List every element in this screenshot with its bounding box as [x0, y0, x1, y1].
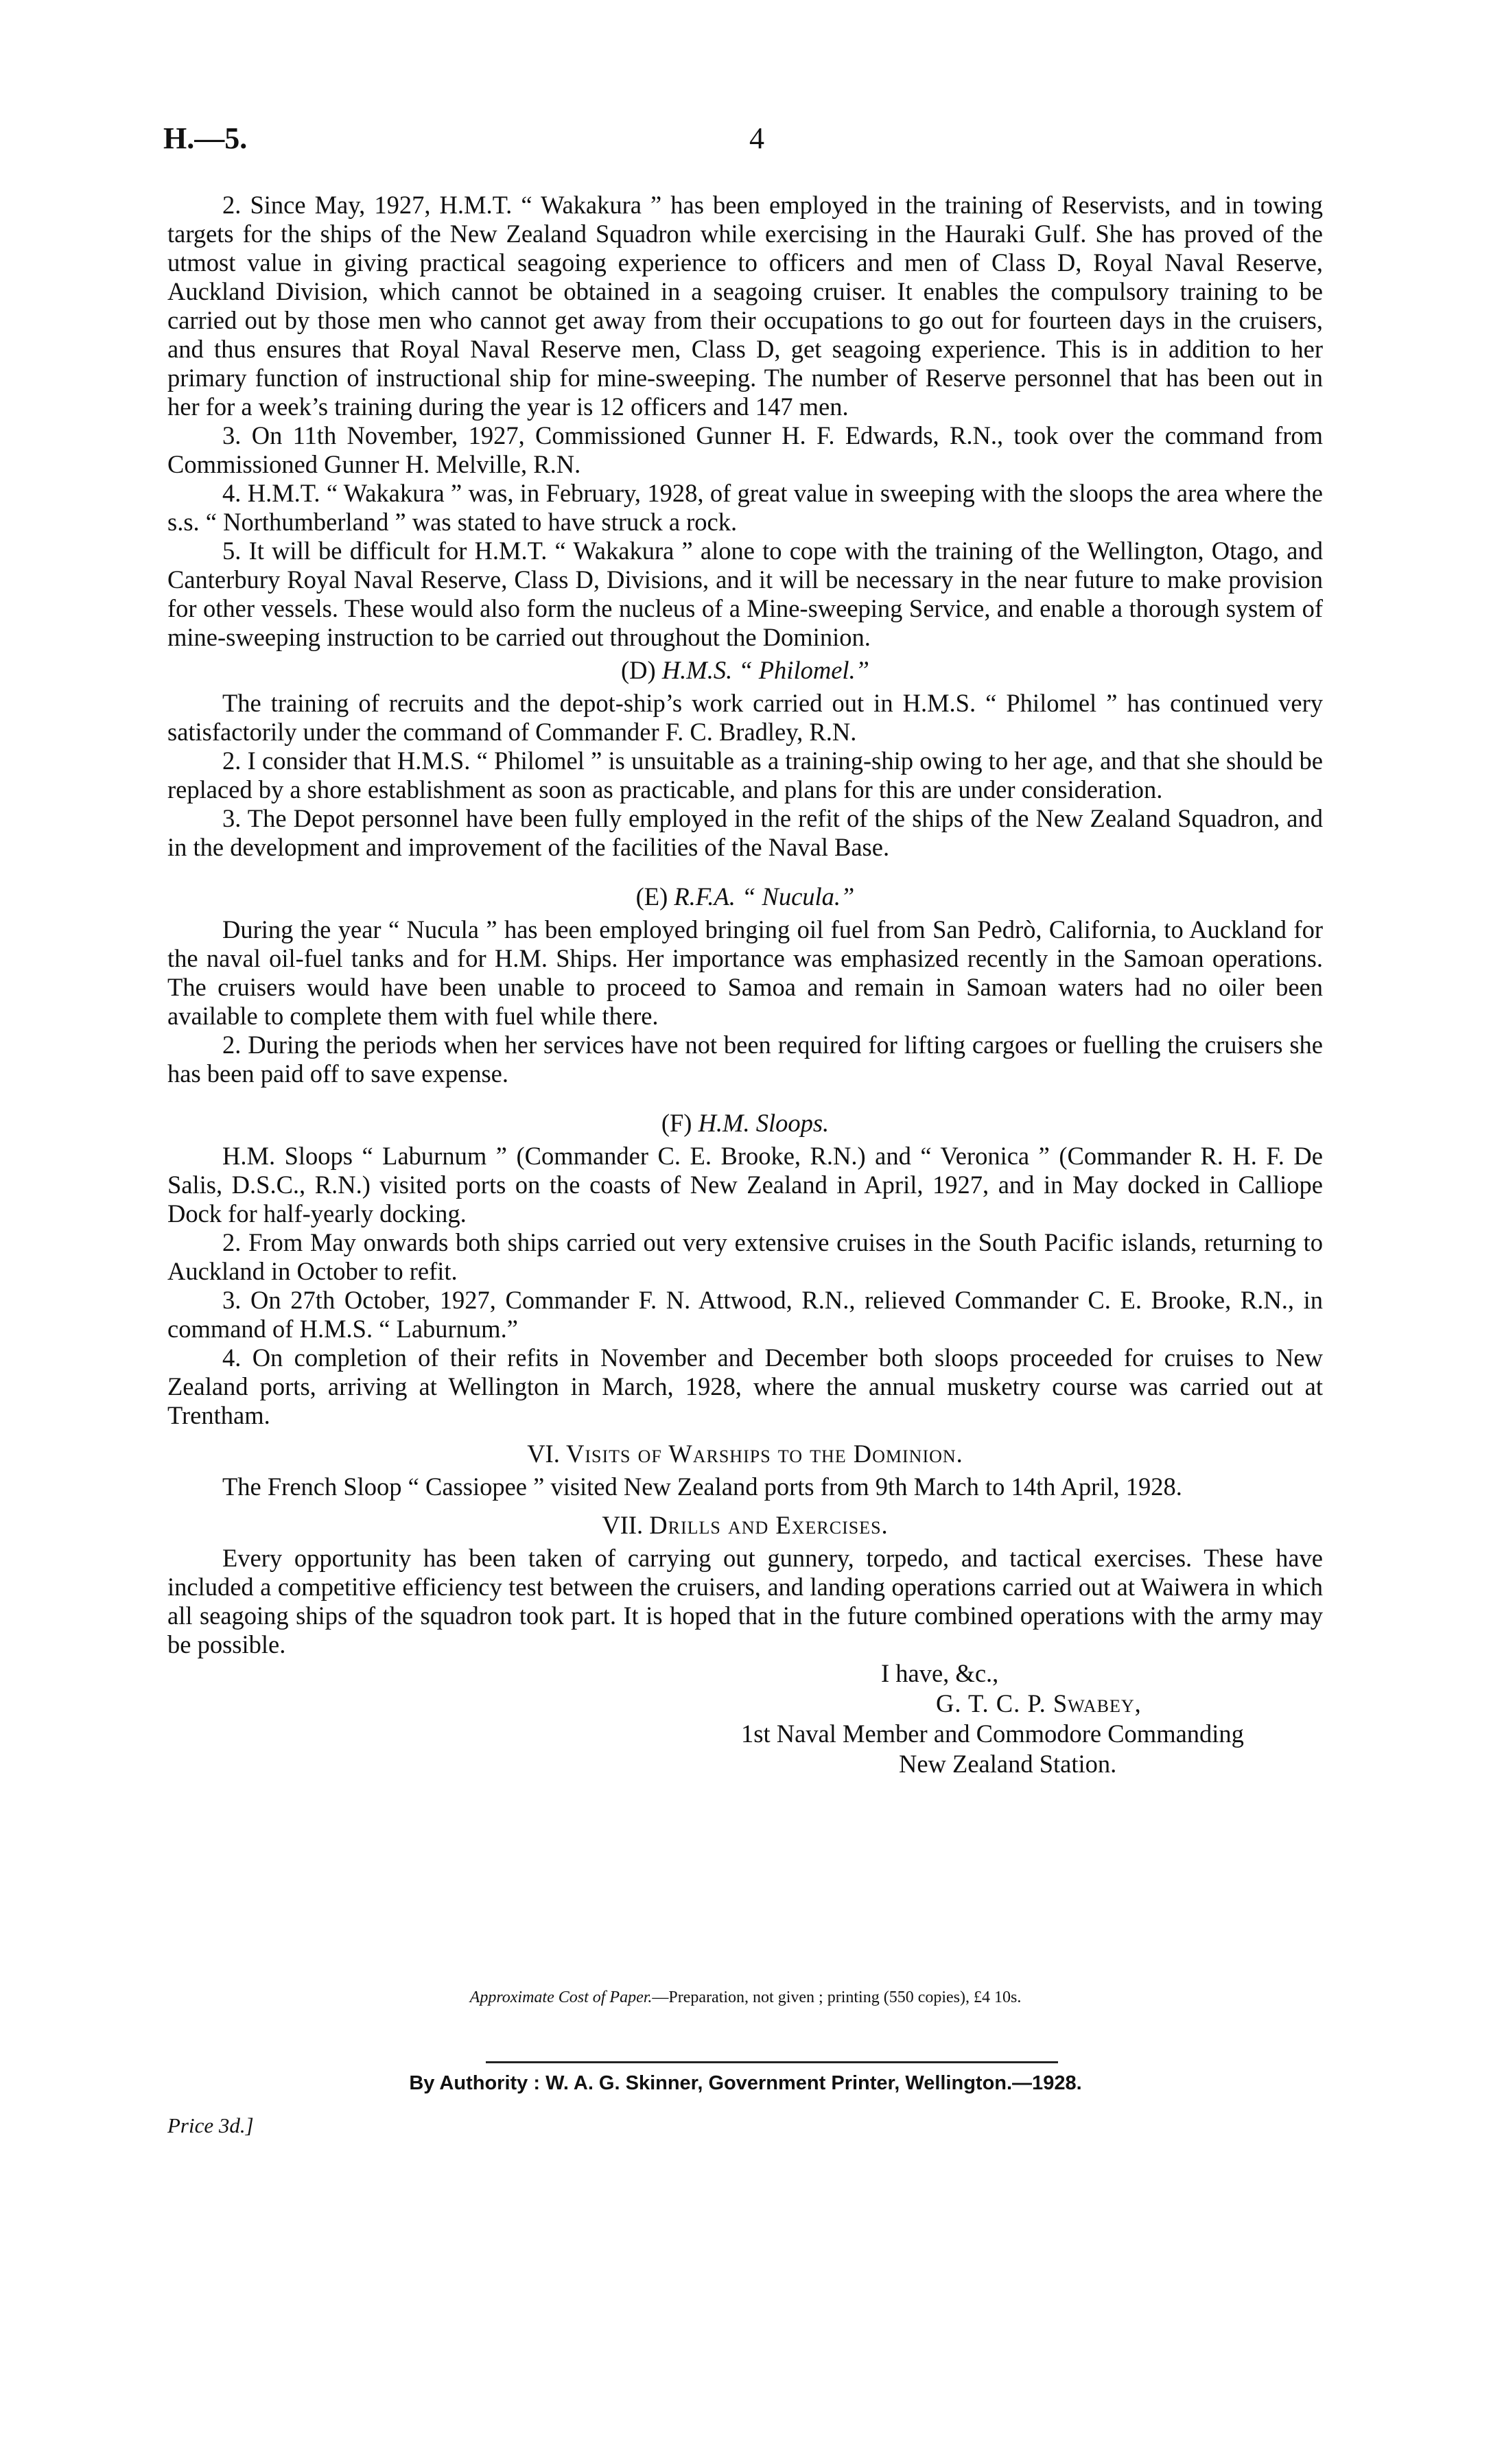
- section-heading-vi: [167, 1440, 1323, 1468]
- paragraph: 3. The Depot personnel have been fully employed in the refit of the ships of the New Zealand Squadron, and in the development and improvement of the facilities of the Naval Base.: [167, 804, 1323, 861]
- paragraph: Every opportunity has been taken of carrying out gunnery, torpedo, and tactical exercises. These have included a competitive efficiency test between the cruisers, and landing operations carried out at Waiwera in which all seagoing ships of the squadron took part. It is hoped that in the future combined operations with the army may be possible.: [167, 1544, 1323, 1658]
- section-label: (F): [661, 1109, 692, 1137]
- paragraph: 2. From May onwards both ships carried out very extensive cruises in the South Pacific islands, returning to Auckland in October to refit.: [167, 1228, 1323, 1285]
- section-heading-e: [167, 882, 1323, 911]
- section-title: Drills and Exercises.: [649, 1511, 889, 1539]
- authority-label: By Authority :: [409, 2072, 540, 2094]
- paragraph: 2. I consider that H.M.S. “ Philomel ” is unsuitable as a training-ship owing to her age, and that she should be replaced by a shore establishment as soon as practicable, and plans for this are under consideration.: [167, 747, 1323, 803]
- section-heading-d: [167, 656, 1323, 685]
- authority-text: W. A. G. Skinner, Government Printer, Wellington.—1928.: [545, 2072, 1082, 2094]
- paragraph: 2. Since May, 1927, H.M.T. “ Wakakura ” has been employed in the training of Reservists, and in towing targets for the ships of the New Zealand Squadron while exercising in the Hauraki Gulf. She has proved of the utmost value in giving practical seagoing experience to officers and men of Class D, Royal Naval Reserve, Auckland Division, which cannot be obtained in a seagoing cruiser. It enables the compulsory training to be carried out by those men who cannot get away from their occupations to go out for fourteen days in the cruisers, and thus ensures that Royal Naval Reserve men, Class D, get seagoing experience. This is in addition to her primary function of instructional ship for mine-sweeping. The number of Reserve personnel that has been out in her for a week’s training during the year is 12 officers and 147 men.: [167, 191, 1323, 421]
- section-title: H.M. Sloops.: [698, 1109, 830, 1137]
- paragraph: 5. It will be difficult for H.M.T. “ Wakakura ” alone to cope with the training of the Wellington, Otago, and Canterbury Royal Naval Reserve, Class D, Divisions, and it will be necessary in the near future to make provision for other vessels. These would also form the nucleus of a Mine-sweeping Service, and enable a thorough system of mine-sweeping instruction to be carried out throughout the Dominion.: [167, 537, 1323, 651]
- paragraph: H.M. Sloops “ Laburnum ” (Commander C. E. Brooke, R.N.) and “ Veronica ” (Commander R. H. F. De Salis, D.S.C., R.N.) visited ports on the coasts of New Zealand in April, 1927, and in May docked in Calliope Dock for half-yearly docking.: [167, 1142, 1323, 1228]
- section-heading-vii: [167, 1511, 1323, 1540]
- section-title: Visits of Warships to the Dominion.: [565, 1440, 963, 1468]
- document-reference: H.—5.: [163, 121, 248, 155]
- paragraph: The French Sloop “ Cassiopee ” visited New Zealand ports from 9th March to 14th April, 1928.: [222, 1472, 1182, 1501]
- closing-line: I have, &c.,: [881, 1659, 999, 1687]
- paragraph: 3. On 27th October, 1927, Commander F. N. Attwood, R.N., relieved Commander C. E. Brooke, R.N., in command of H.M.S. “ Laburnum.”: [167, 1286, 1323, 1343]
- paragraph: 2. During the periods when her services have not been required for lifting cargoes or fuelling the cruisers she has been paid off to save expense.: [167, 1031, 1323, 1088]
- section-title: R.F.A. “ Nucula.”: [674, 882, 855, 911]
- section-label: (E): [635, 882, 668, 911]
- paragraph: The training of recruits and the depot-ship’s work carried out in H.M.S. “ Philomel ” has continued very satisfactorily under the command of Commander F. C. Bradley, R.N.: [167, 689, 1323, 746]
- paragraph: During the year “ Nucula ” has been employed bringing oil fuel from San Pedrò, California, to Auckland for the naval oil-fuel tanks and for H.M. Ships. Her importance was emphasized recently in the Samoan operations. The cruisers would have been unable to proceed to Samoa and remain in Samoan waters had no oiler been available to complete them with fuel while there.: [167, 915, 1323, 1030]
- section-label: (D): [621, 656, 656, 684]
- paragraph: 4. On completion of their refits in November and December both sloops proceeded for cruises to New Zealand ports, arriving at Wellington in March, 1928, where the annual musketry course was carried out at Trentham.: [167, 1344, 1323, 1429]
- footer-rule: [486, 2061, 1058, 2063]
- cost-label: Approximate Cost of Paper.: [469, 1988, 653, 2006]
- cost-text: —Preparation, not given ; printing (550 copies), £4 10s.: [652, 1988, 1022, 2006]
- section-number: VII.: [602, 1511, 644, 1539]
- paragraph: 3. On 11th November, 1927, Commissioned Gunner H. F. Edwards, R.N., took over the command from Commissioned Gunner H. Melville, R.N.: [167, 421, 1323, 478]
- section-number: VI.: [527, 1440, 560, 1468]
- section-title: H.M.S. “ Philomel.”: [661, 656, 869, 684]
- page-number: 4: [749, 121, 764, 155]
- section-heading-f: [167, 1109, 1323, 1138]
- signatory-role: 1st Naval Member and Commodore Commanding: [741, 1720, 1244, 1748]
- signatory-name: G. T. C. P. Swabey,: [936, 1689, 1142, 1717]
- printer-authority: [0, 2072, 1491, 2095]
- signatory-station: New Zealand Station.: [899, 1750, 1117, 1778]
- cost-note: [0, 1988, 1491, 2007]
- paragraph: 4. H.M.T. “ Wakakura ” was, in February, 1928, of great value in sweeping with the sloops the area where the s.s. “ Northumberland ” was stated to have struck a rock.: [167, 479, 1323, 536]
- price-note: Price 3d.]: [167, 2113, 254, 2137]
- document-body: [167, 191, 1323, 1780]
- signature-block: [167, 1659, 1323, 1780]
